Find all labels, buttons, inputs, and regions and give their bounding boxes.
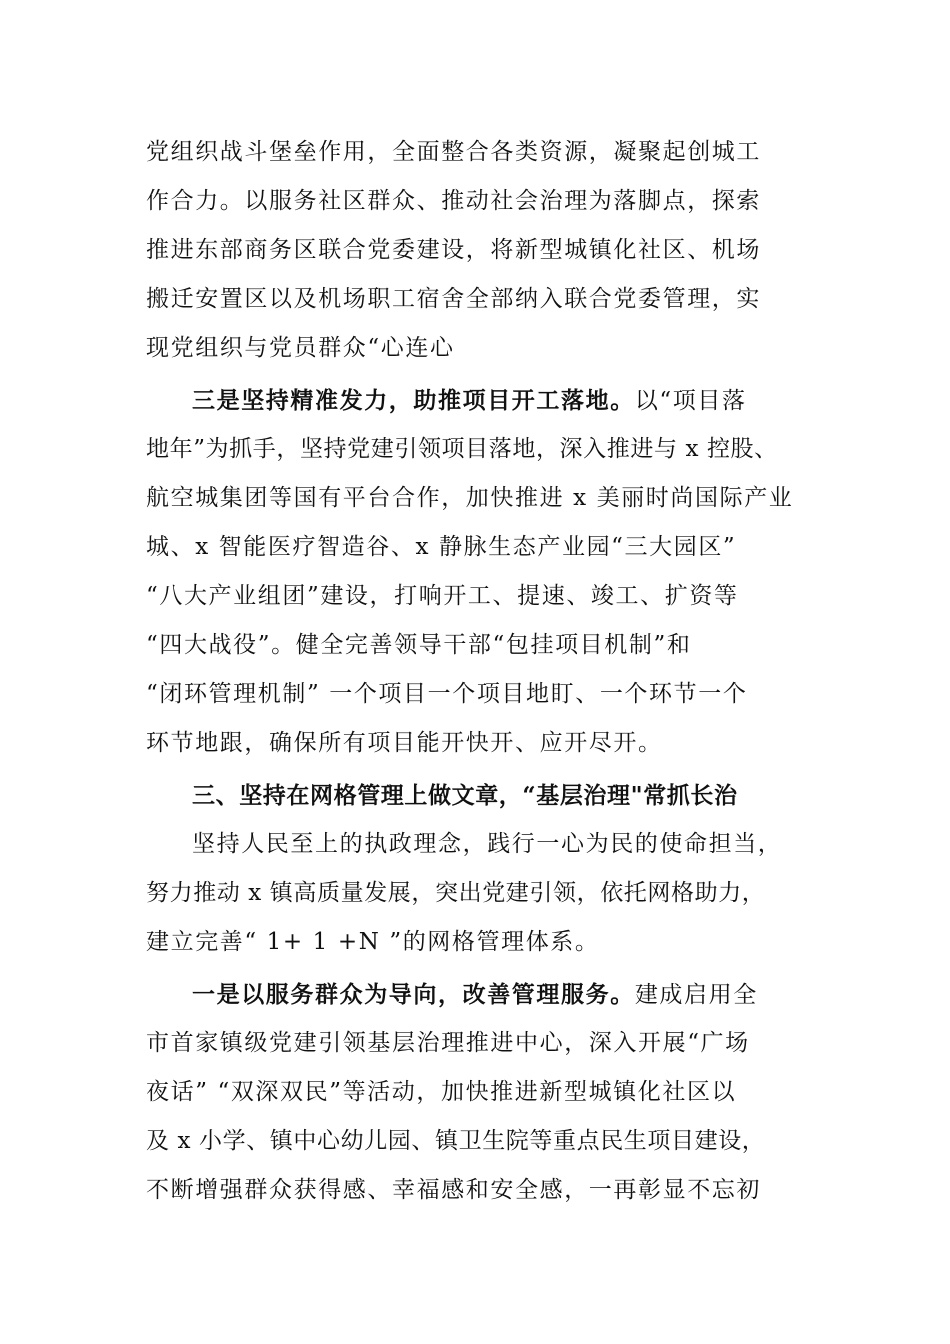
- text-line: 及 x 小学、镇中心幼儿园、镇卫生院等重点民生项目建设，: [146, 1128, 766, 1154]
- text-line: 努力推动 x 镇高质量发展，突出党建引领，依托网格助力，: [146, 880, 766, 906]
- text-line: “四大战役”。健全完善领导干部“包挂项目机制”和: [146, 632, 692, 658]
- paragraph-lead: 一是以服务群众为导向，改善管理服务。: [192, 981, 635, 1008]
- paragraph-lead: 三是坚持精准发力，助推项目开工落地。: [192, 387, 635, 414]
- text-line: 不断增强群众获得感、幸福感和安全感，一再彰显不忘初: [146, 1177, 761, 1203]
- document-page: [146, 128, 810, 1215]
- paragraph-lead-rest: 建成启用全: [634, 982, 758, 1008]
- text-line: 坚持人民至上的执政理念，践行一心为民的使命担当，: [192, 831, 783, 857]
- text-line: 党组织战斗堡垒作用，全面整合各类资源，凝聚起创城工: [146, 139, 761, 165]
- section-heading-block: [146, 771, 810, 820]
- text-line: 夜话” “双深双民”等活动，加快推进新型城镇化社区以: [146, 1079, 737, 1105]
- text-line: 城、x 智能医疗智造谷、x 静脉生态产业园“三大园区”: [146, 534, 737, 560]
- text-line: 市首家镇级党建引领基层治理推进中心，深入开展“广场: [146, 1030, 750, 1056]
- text-line: 搬迁安置区以及机场职工宿舍全部纳入联合党委管理，实: [146, 286, 761, 312]
- paragraph-4: [146, 820, 810, 967]
- text-line: 建立完善“ 1+ 1 +N ”的网格管理体系。: [146, 929, 600, 955]
- paragraph-lead-rest: 以“项目落: [634, 388, 747, 414]
- paragraph-5: [146, 970, 810, 1215]
- paragraph-2: [146, 376, 810, 768]
- text-line: 航空城集团等国有平台合作，加快推进 x 美丽时尚国际产业: [146, 485, 794, 511]
- text-line: 地年”为抓手，坚持党建引领项目落地，深入推进与 x 控股、: [146, 436, 778, 462]
- text-line: 推进东部商务区联合党委建设，将新型城镇化社区、机场: [146, 237, 761, 263]
- paragraph-1: [146, 128, 810, 373]
- text-line: “闭环管理机制” 一个项目一个项目地盯、一个环节一个: [146, 681, 748, 707]
- text-line: [146, 970, 810, 1019]
- text-line: 作合力。以服务社区群众、推动社会治理为落脚点，探索: [146, 188, 761, 214]
- section-heading: 三、坚持在网格管理上做文章，“基层治理"常抓长治: [192, 782, 738, 809]
- text-line: 环节地跟，确保所有项目能开快开、应开尽开。: [146, 730, 663, 756]
- text-line: 现党组织与党员群众“心连心: [146, 335, 455, 361]
- text-line: [146, 376, 810, 425]
- text-line: “八大产业组团”建设，打响开工、提速、竣工、扩资等: [146, 583, 739, 609]
